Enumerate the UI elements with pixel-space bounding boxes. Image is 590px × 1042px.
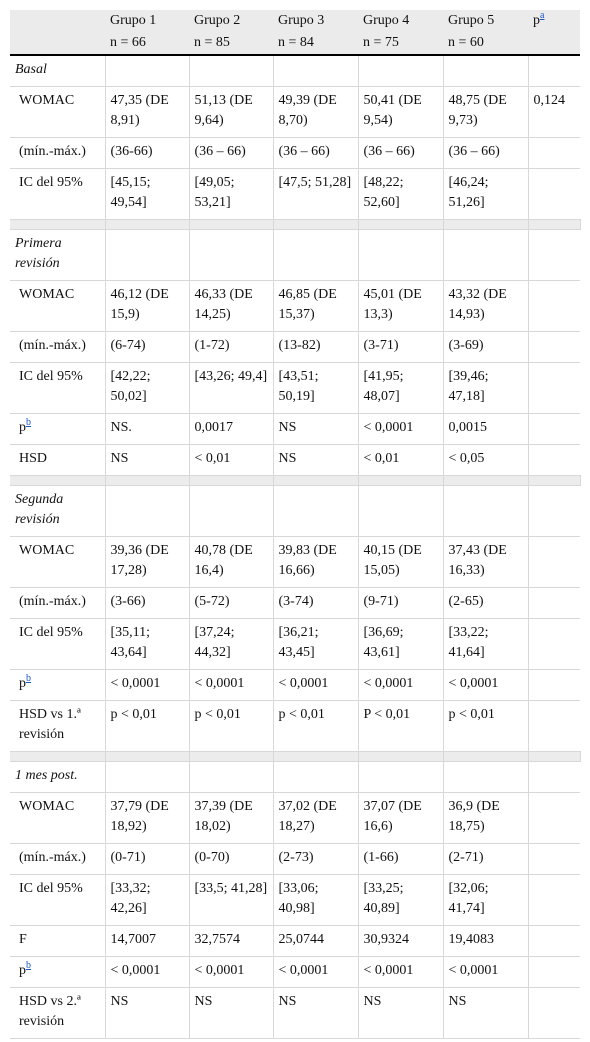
- table-cell: [48,22; 52,60]: [358, 169, 443, 220]
- table-cell: NS: [105, 988, 189, 1039]
- empty-cell: [105, 55, 189, 87]
- section-header-row: [10, 55, 580, 87]
- table-row: [10, 445, 580, 476]
- table-cell: p < 0,01: [189, 701, 273, 752]
- p-value-cell: [528, 619, 580, 670]
- section-spacer: [10, 220, 580, 230]
- footnote-link-b[interactable]: b: [26, 673, 31, 685]
- table-cell: 19,4083: [443, 926, 528, 957]
- section-spacer: [10, 476, 580, 486]
- spacer-cell: [358, 752, 443, 762]
- spacer-cell: [273, 476, 358, 486]
- table-cell: < 0,0001: [273, 957, 358, 988]
- table-cell: [36,21; 43,45]: [273, 619, 358, 670]
- table-cell: < 0,01: [189, 445, 273, 476]
- table-cell: < 0,0001: [189, 957, 273, 988]
- table-cell: [33,22; 41,64]: [443, 619, 528, 670]
- row-label: WOMAC: [10, 87, 105, 138]
- empty-cell: [443, 762, 528, 793]
- p-value-cell: [528, 926, 580, 957]
- empty-cell: [528, 486, 580, 537]
- spacer-cell: [443, 752, 528, 762]
- p-value-cell: [528, 588, 580, 619]
- empty-cell: [189, 486, 273, 537]
- table-cell: 37,02 (DE 18,27): [273, 793, 358, 844]
- table-cell: [42,22; 50,02]: [105, 363, 189, 414]
- table-cell: NS: [358, 988, 443, 1039]
- footnote-link-b[interactable]: b: [26, 417, 31, 429]
- table-row: [10, 332, 580, 363]
- empty-cell: [358, 486, 443, 537]
- table-cell: 43,32 (DE 14,93): [443, 281, 528, 332]
- empty-cell: [358, 230, 443, 281]
- table-cell: < 0,0001: [358, 414, 443, 445]
- table-cell: [33,06; 40,98]: [273, 875, 358, 926]
- row-label: IC del 95%: [10, 363, 105, 414]
- table-cell: [33,32; 42,26]: [105, 875, 189, 926]
- section-header-row: [10, 230, 580, 281]
- p-value-cell: [528, 445, 580, 476]
- empty-cell: [273, 486, 358, 537]
- empty-cell: [443, 230, 528, 281]
- table-row: [10, 957, 580, 988]
- table-cell: (36 – 66): [358, 138, 443, 169]
- empty-cell: [528, 230, 580, 281]
- table-cell: (3-74): [273, 588, 358, 619]
- header-corner: [10, 10, 105, 55]
- table-cell: < 0,0001: [443, 957, 528, 988]
- table-cell: [43,51; 50,19]: [273, 363, 358, 414]
- section-title: 1 mes post.: [10, 762, 105, 793]
- row-label: IC del 95%: [10, 169, 105, 220]
- table-cell: NS: [273, 445, 358, 476]
- p-value-cell: [528, 332, 580, 363]
- table-cell: 39,36 (DE 17,28): [105, 537, 189, 588]
- footnote-link-b[interactable]: b: [26, 960, 31, 972]
- table-cell: (36 – 66): [443, 138, 528, 169]
- empty-cell: [443, 55, 528, 87]
- table-cell: 37,07 (DE 16,6): [358, 793, 443, 844]
- p-value-cell: [528, 988, 580, 1039]
- table-cell: [35,11; 43,64]: [105, 619, 189, 670]
- row-label: WOMAC: [10, 537, 105, 588]
- table-cell: NS: [443, 988, 528, 1039]
- table-cell: < 0,0001: [189, 670, 273, 701]
- spacer-cell: [105, 220, 189, 230]
- table-row: [10, 169, 580, 220]
- table-row: [10, 844, 580, 875]
- p-value-cell: [528, 957, 580, 988]
- table-cell: NS: [105, 445, 189, 476]
- table-cell: 36,9 (DE 18,75): [443, 793, 528, 844]
- table-cell: (3-71): [358, 332, 443, 363]
- table-cell: 39,83 (DE 16,66): [273, 537, 358, 588]
- table-row: [10, 588, 580, 619]
- table-cell: [46,24; 51,26]: [443, 169, 528, 220]
- empty-cell: [189, 55, 273, 87]
- table-row: [10, 619, 580, 670]
- table-row: [10, 793, 580, 844]
- table-cell: 37,43 (DE 16,33): [443, 537, 528, 588]
- spacer-cell: [189, 476, 273, 486]
- table-cell: 49,39 (DE 8,70): [273, 87, 358, 138]
- spacer-cell: [443, 220, 528, 230]
- p-value-cell: [528, 414, 580, 445]
- table-cell: 40,15 (DE 15,05): [358, 537, 443, 588]
- header-p: p$^a$: [528, 10, 580, 55]
- p-value-cell: [528, 363, 580, 414]
- table-cell: [45,15; 49,54]: [105, 169, 189, 220]
- empty-cell: [105, 762, 189, 793]
- p-value-cell: [528, 138, 580, 169]
- table-cell: 50,41 (DE 9,54): [358, 87, 443, 138]
- table-cell: (36 – 66): [189, 138, 273, 169]
- p-value-cell: [528, 793, 580, 844]
- table-cell: 45,01 (DE 13,3): [358, 281, 443, 332]
- spacer-cell: [273, 220, 358, 230]
- section-spacer: [10, 752, 580, 762]
- table-row: [10, 988, 580, 1039]
- table-cell: 48,75 (DE 9,73): [443, 87, 528, 138]
- section-header-row: [10, 762, 580, 793]
- table-cell: 46,12 (DE 15,9): [105, 281, 189, 332]
- table-row: [10, 363, 580, 414]
- table-row: [10, 670, 580, 701]
- table-cell: 0,0017: [189, 414, 273, 445]
- header-group-1: Grupo 1 n = 66: [105, 10, 189, 55]
- table-cell: [49,05; 53,21]: [189, 169, 273, 220]
- header-row: [10, 10, 580, 55]
- table-row: [10, 414, 580, 445]
- p-value-cell: [528, 701, 580, 752]
- table-cell: [39,46; 47,18]: [443, 363, 528, 414]
- table-row: [10, 281, 580, 332]
- spacer-cell: [105, 752, 189, 762]
- spacer-cell: [358, 476, 443, 486]
- spacer-cell: [358, 220, 443, 230]
- table-cell: < 0,0001: [358, 957, 443, 988]
- empty-cell: [189, 762, 273, 793]
- table-cell: 30,9324: [358, 926, 443, 957]
- table-cell: p < 0,01: [443, 701, 528, 752]
- p-value-cell: [528, 169, 580, 220]
- table-cell: NS: [189, 988, 273, 1039]
- table-row: [10, 926, 580, 957]
- table-cell: < 0,0001: [443, 670, 528, 701]
- empty-cell: [105, 486, 189, 537]
- header-group-2: Grupo 2 n = 85: [189, 10, 273, 55]
- table-cell: (1-66): [358, 844, 443, 875]
- table-cell: < 0,0001: [273, 670, 358, 701]
- table-cell: (3-69): [443, 332, 528, 363]
- table-cell: 46,85 (DE 15,37): [273, 281, 358, 332]
- table-cell: < 0,0001: [105, 670, 189, 701]
- row-label: WOMAC: [10, 281, 105, 332]
- footnote-link-a[interactable]: a: [540, 10, 545, 22]
- p-value-cell: [528, 875, 580, 926]
- row-label: HSD vs 1.ª revisión: [10, 701, 105, 752]
- empty-cell: [105, 230, 189, 281]
- empty-cell: [528, 762, 580, 793]
- table-row: [10, 875, 580, 926]
- row-label: WOMAC: [10, 793, 105, 844]
- row-label: IC del 95%: [10, 619, 105, 670]
- table-cell: 37,39 (DE 18,02): [189, 793, 273, 844]
- table-cell: [43,26; 49,4]: [189, 363, 273, 414]
- table-cell: (2-73): [273, 844, 358, 875]
- spacer-cell: [528, 220, 580, 230]
- empty-cell: [273, 55, 358, 87]
- table-cell: [36,69; 43,61]: [358, 619, 443, 670]
- table-cell: (13-82): [273, 332, 358, 363]
- table-cell: 47,35 (DE 8,91): [105, 87, 189, 138]
- p-value-cell: [528, 281, 580, 332]
- row-label: p$^b$: [10, 670, 105, 701]
- table-row: [10, 87, 580, 138]
- spacer-cell: [10, 752, 105, 762]
- table-cell: < 0,01: [358, 445, 443, 476]
- spacer-cell: [105, 476, 189, 486]
- header-group-4: Grupo 4 n = 75: [358, 10, 443, 55]
- empty-cell: [273, 230, 358, 281]
- empty-cell: [443, 486, 528, 537]
- row-label: HSD vs 2.ª revisión: [10, 988, 105, 1039]
- table-cell: 25,0744: [273, 926, 358, 957]
- table-cell: (3-66): [105, 588, 189, 619]
- spacer-cell: [443, 476, 528, 486]
- table-cell: 46,33 (DE 14,25): [189, 281, 273, 332]
- spacer-cell: [528, 752, 580, 762]
- table-cell: [33,5; 41,28]: [189, 875, 273, 926]
- table-cell: (6-74): [105, 332, 189, 363]
- section-title: Segunda revisión: [10, 486, 105, 537]
- spacer-cell: [10, 476, 105, 486]
- table-cell: < 0,0001: [105, 957, 189, 988]
- row-label: IC del 95%: [10, 875, 105, 926]
- row-label: p$^b$: [10, 414, 105, 445]
- spacer-cell: [273, 752, 358, 762]
- row-label: (mín.-máx.): [10, 332, 105, 363]
- header-group-5: Grupo 5 n = 60: [443, 10, 528, 55]
- table-cell: < 0,05: [443, 445, 528, 476]
- table-cell: [32,06; 41,74]: [443, 875, 528, 926]
- row-label: F: [10, 926, 105, 957]
- table-cell: 40,78 (DE 16,4): [189, 537, 273, 588]
- empty-cell: [189, 230, 273, 281]
- table-cell: 51,13 (DE 9,64): [189, 87, 273, 138]
- spacer-cell: [528, 476, 580, 486]
- table-cell: (36 – 66): [273, 138, 358, 169]
- row-label: (mín.-máx.): [10, 588, 105, 619]
- row-label: p$^b$: [10, 957, 105, 988]
- p-value-cell: [528, 670, 580, 701]
- empty-cell: [358, 55, 443, 87]
- table-cell: < 0,0001: [358, 670, 443, 701]
- table-cell: [41,95; 48,07]: [358, 363, 443, 414]
- section-title: Basal: [10, 55, 105, 87]
- table-body: [10, 55, 580, 1039]
- row-label: (mín.-máx.): [10, 138, 105, 169]
- p-value-cell: 0,124: [528, 87, 580, 138]
- section-title: Primera revisión: [10, 230, 105, 281]
- row-label: HSD: [10, 445, 105, 476]
- spacer-cell: [189, 752, 273, 762]
- table-cell: NS.: [105, 414, 189, 445]
- table-cell: (0-70): [189, 844, 273, 875]
- table-cell: NS: [273, 414, 358, 445]
- empty-cell: [528, 55, 580, 87]
- table-cell: (9-71): [358, 588, 443, 619]
- p-value-cell: [528, 844, 580, 875]
- table-row: [10, 138, 580, 169]
- table-cell: 32,7574: [189, 926, 273, 957]
- table-cell: [33,25; 40,89]: [358, 875, 443, 926]
- table-cell: P < 0,01: [358, 701, 443, 752]
- table-cell: (5-72): [189, 588, 273, 619]
- table-cell: [37,24; 44,32]: [189, 619, 273, 670]
- table-cell: [47,5; 51,28]: [273, 169, 358, 220]
- table-cell: (0-71): [105, 844, 189, 875]
- table-row: [10, 701, 580, 752]
- table-cell: p < 0,01: [273, 701, 358, 752]
- spacer-cell: [189, 220, 273, 230]
- row-label: (mín.-máx.): [10, 844, 105, 875]
- empty-cell: [273, 762, 358, 793]
- table-cell: p < 0,01: [105, 701, 189, 752]
- empty-cell: [358, 762, 443, 793]
- spacer-cell: [10, 220, 105, 230]
- table-cell: (2-71): [443, 844, 528, 875]
- table-cell: (36-66): [105, 138, 189, 169]
- table-cell: 14,7007: [105, 926, 189, 957]
- table-row: [10, 537, 580, 588]
- section-header-row: [10, 486, 580, 537]
- table-cell: 37,79 (DE 18,92): [105, 793, 189, 844]
- table-cell: (2-65): [443, 588, 528, 619]
- results-table: [10, 10, 581, 1039]
- table-cell: NS: [273, 988, 358, 1039]
- p-value-cell: [528, 537, 580, 588]
- table-cell: (1-72): [189, 332, 273, 363]
- header-group-3: Grupo 3 n = 84: [273, 10, 358, 55]
- table-cell: 0,0015: [443, 414, 528, 445]
